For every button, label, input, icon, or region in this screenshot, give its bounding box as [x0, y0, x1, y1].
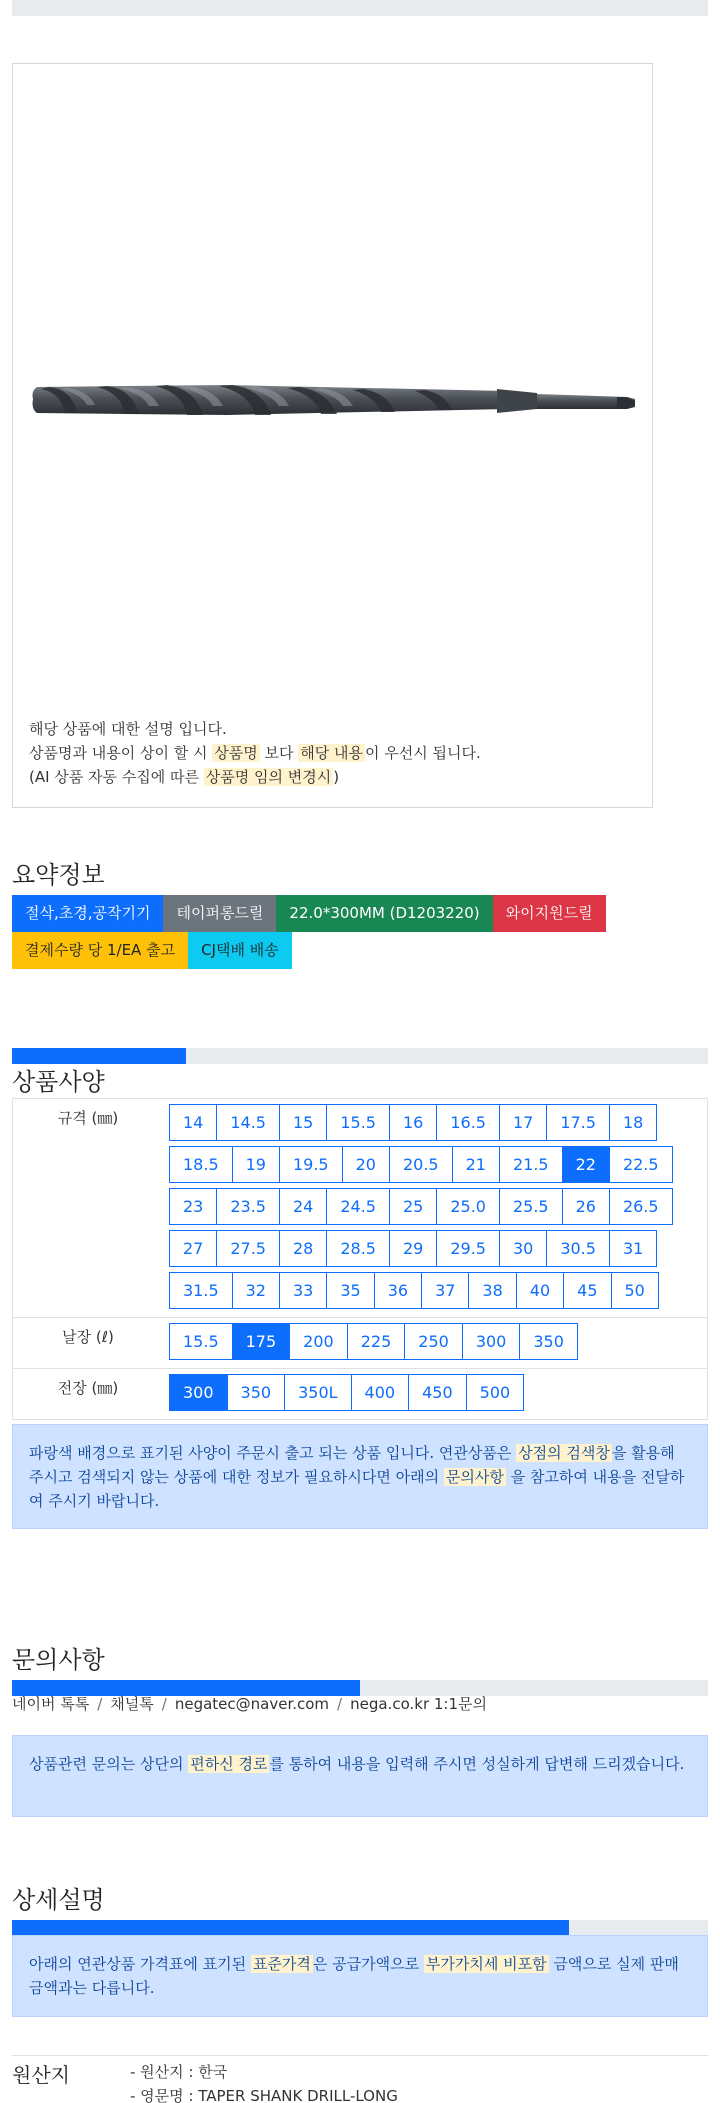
origin-list	[130, 2060, 398, 2103]
notice-text: 를 통하여 내용을 입력해 주시면 성실하게 답변해 드리겠습니다.	[269, 1755, 685, 1773]
spec-table	[12, 1098, 708, 1420]
summary-title: 요약정보	[12, 861, 105, 889]
detail-notice	[12, 1935, 708, 2017]
notice-text: 은 공급가액으로	[312, 1955, 424, 1973]
option-button[interactable]: 21.5	[499, 1146, 563, 1183]
highlight-product-name: 상품명	[214, 744, 258, 762]
option-line	[169, 1104, 701, 1141]
option-line	[169, 1323, 701, 1360]
summary-badge: 절삭,초경,공작기기	[12, 895, 163, 932]
option-button[interactable]: 26.5	[609, 1188, 673, 1225]
option-button[interactable]: 200	[289, 1323, 348, 1360]
spec-label: 전장 (㎜)	[12, 1369, 163, 1419]
option-button[interactable]: 16.5	[436, 1104, 500, 1141]
option-button[interactable]: 24.5	[326, 1188, 390, 1225]
option-button[interactable]: 15.5	[169, 1323, 233, 1360]
option-button[interactable]: 350	[227, 1374, 286, 1411]
spec-row	[12, 1318, 708, 1369]
option-button[interactable]: 50	[611, 1272, 659, 1309]
spec-options	[163, 1369, 708, 1419]
option-button[interactable]: 40	[516, 1272, 564, 1309]
option-button[interactable]: 23.5	[216, 1188, 280, 1225]
notice-text: 을 활용해 주시고 검색되지 않는 상품에 대한 정보가 필요하시다면 아래의	[29, 1444, 675, 1486]
channel-separator: /	[161, 1695, 167, 1713]
option-button[interactable]: 27.5	[216, 1230, 280, 1267]
drill-product-image	[27, 309, 647, 429]
option-button[interactable]: 18.5	[169, 1146, 233, 1183]
description-text: 상품명과 내용이 상이 할 시	[29, 744, 213, 762]
inquiry-channel-link[interactable]: negatec@naver.com	[174, 1695, 330, 1713]
channel-separator: /	[337, 1695, 343, 1713]
option-button[interactable]: 15	[279, 1104, 327, 1141]
origin-item: - 영문명 : TAPER SHANK DRILL-LONG	[130, 2087, 398, 2103]
option-button[interactable]: 15.5	[326, 1104, 390, 1141]
option-button[interactable]: 29	[389, 1230, 437, 1267]
option-line	[169, 1188, 701, 1225]
product-image-card	[12, 63, 653, 808]
option-button[interactable]: 24	[279, 1188, 327, 1225]
option-button[interactable]: 30.5	[546, 1230, 610, 1267]
description-line-3	[29, 765, 481, 789]
channel-separator: /	[97, 1695, 103, 1713]
option-button[interactable]: 31.5	[169, 1272, 233, 1309]
summary-badge: CJ택배 배송	[188, 932, 292, 969]
option-button[interactable]: 45	[563, 1272, 611, 1309]
notice-text: 을 참고하여 내용을 전달하여 주시기 바랍니다.	[29, 1468, 685, 1510]
inquiry-notice	[12, 1735, 708, 1817]
option-button[interactable]: 21	[452, 1146, 500, 1183]
description-text: 보다	[259, 744, 299, 762]
product-description	[29, 717, 481, 789]
summary-badges	[12, 895, 672, 969]
option-button-selected[interactable]: 22	[562, 1146, 610, 1183]
option-button[interactable]: 225	[347, 1323, 406, 1360]
description-text: 이 우선시 됩니다.	[364, 744, 481, 762]
summary-badge: 결제수량 당 1/EA 출고	[12, 932, 188, 969]
summary-badge: 22.0*300MM (D1203220)	[276, 895, 492, 932]
option-button[interactable]: 30	[499, 1230, 547, 1267]
spec-options	[163, 1099, 708, 1317]
option-button[interactable]: 28.5	[326, 1230, 390, 1267]
option-button[interactable]: 31	[609, 1230, 657, 1267]
option-button[interactable]: 450	[408, 1374, 467, 1411]
option-button[interactable]: 23	[169, 1188, 217, 1225]
option-button[interactable]: 26	[562, 1188, 610, 1225]
option-button[interactable]: 19	[232, 1146, 280, 1183]
highlight-name-change: 상품명 임의 변경시	[205, 768, 332, 786]
summary-badge: 와이지원드릴	[493, 895, 606, 932]
option-button[interactable]: 35	[326, 1272, 374, 1309]
inquiry-channel-link[interactable]: 네이버 톡톡	[12, 1695, 90, 1713]
inquiry-channel-link[interactable]: 채널톡	[110, 1695, 154, 1713]
option-button[interactable]: 22.5	[609, 1146, 673, 1183]
option-button[interactable]: 25.5	[499, 1188, 563, 1225]
option-button[interactable]: 17	[499, 1104, 547, 1141]
option-button[interactable]: 33	[279, 1272, 327, 1309]
notice-text: 상품관련 문의는 상단의	[29, 1755, 189, 1773]
option-button[interactable]: 27	[169, 1230, 217, 1267]
option-button-selected[interactable]: 300	[169, 1374, 228, 1411]
highlight-standard-price: 표준가격	[252, 1955, 311, 1973]
option-button[interactable]: 18	[609, 1104, 657, 1141]
inquiry-channel-link[interactable]: nega.co.kr 1:1문의	[350, 1695, 487, 1713]
option-button[interactable]: 17.5	[546, 1104, 610, 1141]
highlight-search: 상점의 검색창	[518, 1444, 610, 1462]
option-button[interactable]: 38	[468, 1272, 516, 1309]
notice-text: 금액으로 실제 판매금액과는 다릅니다.	[29, 1955, 679, 1997]
option-button[interactable]: 32	[232, 1272, 280, 1309]
option-button[interactable]: 20	[342, 1146, 390, 1183]
spec-progress-bar	[12, 1048, 708, 1064]
option-button[interactable]: 37	[421, 1272, 469, 1309]
option-line	[169, 1146, 701, 1183]
option-button-selected[interactable]: 175	[232, 1323, 291, 1360]
detail-progress-fill	[12, 1920, 569, 1936]
spec-options	[163, 1318, 708, 1368]
description-text: )	[333, 768, 340, 786]
highlight-content: 해당 내용	[300, 744, 363, 762]
description-line-1: 해당 상품에 대한 설명 입니다.	[29, 720, 227, 738]
inquiry-channels	[12, 1693, 487, 1714]
spec-notice	[12, 1424, 708, 1529]
option-button[interactable]: 19.5	[279, 1146, 343, 1183]
highlight-vat: 부가가치세 비포함	[425, 1955, 547, 1973]
option-button[interactable]: 14	[169, 1104, 217, 1141]
option-button[interactable]: 350	[519, 1323, 578, 1360]
option-line	[169, 1230, 701, 1267]
highlight-inquiry: 문의사항	[445, 1468, 504, 1486]
option-button[interactable]: 20.5	[389, 1146, 453, 1183]
option-line	[169, 1272, 701, 1309]
detail-title: 상세설명	[12, 1886, 105, 1914]
origin-title: 원산지	[12, 2063, 70, 2087]
option-button[interactable]: 500	[466, 1374, 525, 1411]
origin-item: - 원산지 : 한국	[130, 2063, 228, 2081]
summary-badge: 테이퍼롱드릴	[163, 895, 276, 932]
option-button[interactable]: 36	[374, 1272, 422, 1309]
option-button[interactable]: 25	[389, 1188, 437, 1225]
option-button[interactable]: 250	[404, 1323, 463, 1360]
option-button[interactable]: 300	[462, 1323, 521, 1360]
option-line	[169, 1374, 701, 1411]
option-button[interactable]: 400	[351, 1374, 410, 1411]
option-button[interactable]: 28	[279, 1230, 327, 1267]
option-button[interactable]: 350L	[284, 1374, 351, 1411]
option-button[interactable]: 14.5	[216, 1104, 280, 1141]
description-text: (AI 상품 자동 수집에 따른	[29, 768, 204, 786]
spec-row	[12, 1099, 708, 1318]
option-button[interactable]: 25.0	[436, 1188, 500, 1225]
inquiry-title: 문의사항	[12, 1646, 105, 1674]
detail-progress-bar	[12, 1920, 708, 1936]
option-button[interactable]: 29.5	[436, 1230, 500, 1267]
spec-label: 규격 (㎜)	[12, 1099, 163, 1317]
spec-row	[12, 1369, 708, 1420]
top-divider-bar	[12, 0, 708, 16]
notice-text: 아래의 연관상품 가격표에 표기된	[29, 1955, 251, 1973]
spec-title: 상품사양	[12, 1068, 105, 1096]
highlight-route: 편하신 경로	[190, 1755, 268, 1773]
spec-label: 날장 (ℓ)	[12, 1318, 163, 1368]
description-line-2	[29, 741, 481, 765]
origin-divider	[12, 2055, 708, 2056]
option-button[interactable]: 16	[389, 1104, 437, 1141]
notice-text: 파랑색 배경으로 표기된 사양이 주문시 출고 되는 상품 입니다. 연관상품은	[29, 1444, 517, 1462]
